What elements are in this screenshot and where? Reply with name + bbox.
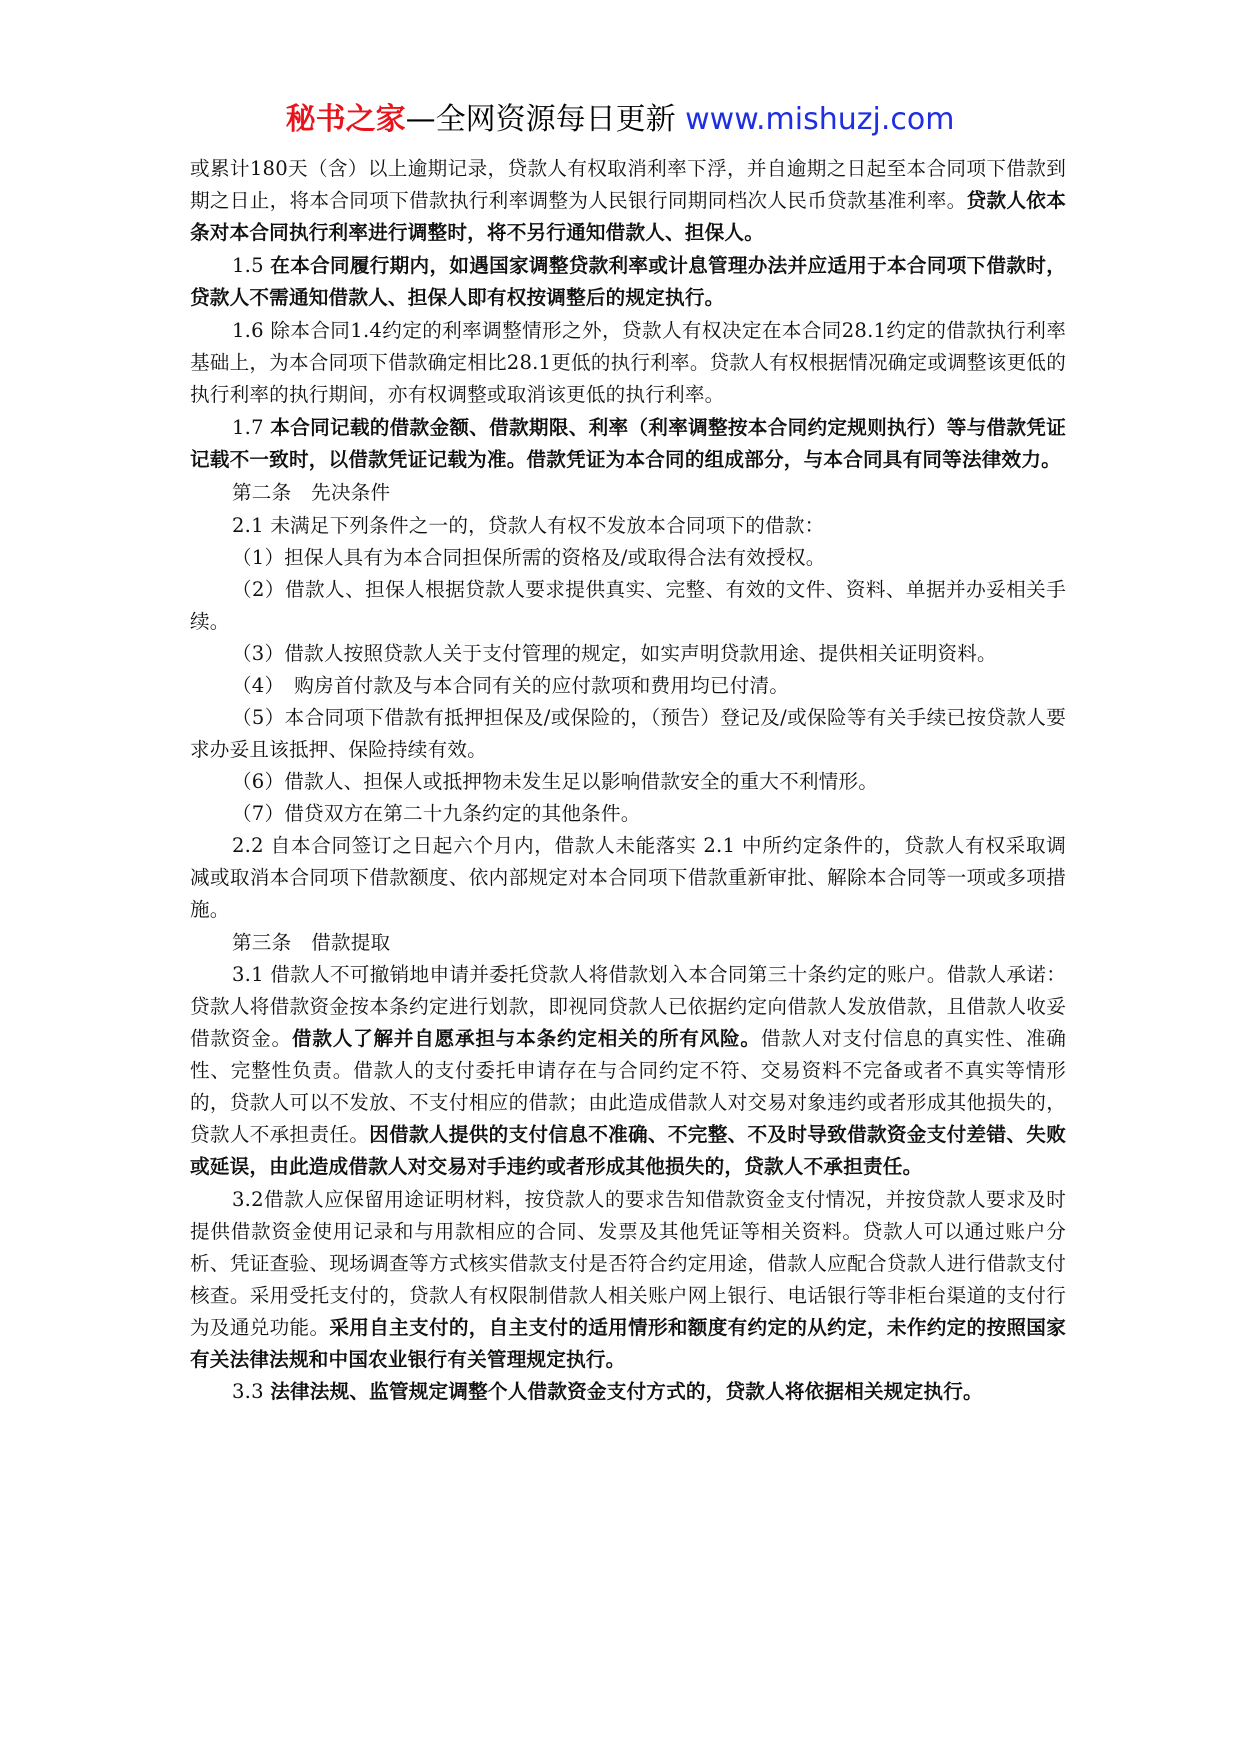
condition-5 [190, 702, 1066, 766]
clause-3-1 [190, 959, 1066, 1183]
condition-4 [190, 670, 1066, 702]
clause-2-2 [190, 830, 1066, 926]
text-run: 3.1 借款人不可撤销地申请并委托贷款人将借款划入本合同第三十条约定的账户。借款人承诺：贷款人将借款资金按本条约定进行划款，即视同贷款人已依据约定向借款人发放借款，且借款人收妥借款资金。 [190, 963, 1066, 1050]
list-item: （1）担保人具有为本合同担保所需的资格及/或取得合法有效授权。 [232, 546, 826, 569]
clause-2-1 [190, 510, 1066, 542]
contract-body [190, 153, 1066, 1408]
list-item: （2）借款人、担保人根据贷款人要求提供真实、完整、有效的文件、资料、单据并办妥相关手续。 [190, 578, 1066, 633]
article-2-heading [190, 477, 1066, 509]
bold-text-run: 贷款人依本条对本合同执行利率进行调整时，将不另行通知借款人、担保人。 [190, 189, 1066, 244]
paragraph-1-4-continued [190, 153, 1066, 249]
text-run: 或累计180天（含）以上逾期记录，贷款人有权取消利率下浮，并自逾期之日起至本合同项下借款到期之日止，将本合同项下借款执行利率调整为人民银行同期同档次人民币贷款基准利率。 [190, 157, 1066, 212]
list-item: （7）借贷双方在第二十九条约定的其他条件。 [232, 802, 641, 825]
condition-2 [190, 574, 1066, 638]
clause-number: 1.7 [232, 416, 271, 439]
text-run: 借款人对支付信息的真实性、准确性、完整性负责。借款人的支付委托申请存在与合同约定不符、交易资料不完备或者不真实等情形的，贷款人可以不发放、不支付相应的借款；由此造成借款人对交易对象违约或者形成其他损失的，贷款人不承担责任。 [190, 1027, 1067, 1146]
bold-text-run: 借款人了解并自愿承担与本条约定相关的所有风险。 [291, 1027, 761, 1050]
article-3-heading [190, 927, 1066, 959]
bold-text-run: 在本合同履行期内，如遇国家调整贷款利率或计息管理办法并应适用于本合同项下借款时，贷款人不需通知借款人、担保人即有权按调整后的规定执行。 [190, 254, 1066, 309]
clause-1-6 [190, 315, 1066, 411]
brand-name: 秘书之家 [285, 102, 406, 137]
text-run: 2.1 未满足下列条件之一的，贷款人有权不发放本合同项下的借款： [232, 514, 825, 537]
condition-6 [190, 766, 1066, 798]
clause-3-3 [190, 1376, 1066, 1408]
section-heading: 第三条 借款提取 [232, 931, 391, 954]
text-run: 1.6 除本合同1.4约定的利率调整情形之外，贷款人有权决定在本合同28.1约定的借款执行利率基础上，为本合同项下借款确定相比28.1更低的执行利率。贷款人有权根据情况确定或调整该更低的执行利率的执行期间，亦有权调整或取消该更低的执行利率。 [190, 319, 1066, 406]
condition-7 [190, 798, 1066, 830]
bold-text-run: 本合同记载的借款金额、借款期限、利率（利率调整按本合同约定规则执行）等与借款凭证记载不一致时，以借款凭证记载为准。借款凭证为本合同的组成部分，与本合同具有同等法律效力。 [190, 416, 1066, 471]
list-item: （3）借款人按照贷款人关于支付管理的规定，如实声明贷款用途、提供相关证明资料。 [232, 642, 997, 665]
bold-text-run: 法律法规、监管规定调整个人借款资金支付方式的，贷款人将依据相关规定执行。 [270, 1380, 983, 1403]
bold-text-run: 因借款人提供的支付信息不准确、不完整、不及时导致借款资金支付差错、失败或延误，由此造成借款人对交易对手违约或者形成其他损失的，贷款人不承担责任。 [190, 1123, 1066, 1178]
text-run: 3.2借款人应保留用途证明材料，按贷款人的要求告知借款资金支付情况，并按贷款人要求及时提供借款资金使用记录和与用款相应的合同、发票及其他凭证等相关资料。贷款人可以通过账户分析、凭证查验、现场调查等方式核实借款支付是否符合约定用途，借款人应配合贷款人进行借款支付核查。采用受托支付的，贷款人有权限制借款人相关账户网上银行、电话银行等非柜台渠道的支付行为及通兑功能。 [190, 1188, 1066, 1339]
clause-1-5 [190, 250, 1066, 314]
list-item: （5）本合同项下借款有抵押担保及/或保险的，（预告）登记及/或保险等有关手续已按贷款人要求办妥且该抵押、保险持续有效。 [190, 706, 1066, 761]
clause-3-2 [190, 1184, 1066, 1376]
header-slogan: —全网资源每日更新 [405, 102, 676, 137]
website-link[interactable]: www.mishuzj.com [685, 102, 955, 137]
page-header [0, 98, 1240, 142]
list-item: （6）借款人、担保人或抵押物未发生足以影响借款安全的重大不利情形。 [232, 770, 879, 793]
condition-3 [190, 638, 1066, 670]
section-heading: 第二条 先决条件 [232, 481, 391, 504]
clause-number: 1.5 [232, 254, 271, 277]
list-item: （4） 购房首付款及与本合同有关的应付款项和费用均已付清。 [232, 674, 790, 697]
bold-text-run: 采用自主支付的，自主支付的适用情形和额度有约定的从约定，未作约定的按照国家有关法律法规和中国农业银行有关管理规定执行。 [190, 1316, 1066, 1371]
clause-1-7 [190, 412, 1066, 476]
clause-number: 3.3 [232, 1380, 271, 1403]
condition-1 [190, 542, 1066, 574]
text-run: 2.2 自本合同签订之日起六个月内，借款人未能落实 2.1 中所约定条件的，贷款人有权采取调减或取消本合同项下借款额度、依内部规定对本合同项下借款重新审批、解除本合同等一项或多项措施。 [190, 834, 1066, 921]
